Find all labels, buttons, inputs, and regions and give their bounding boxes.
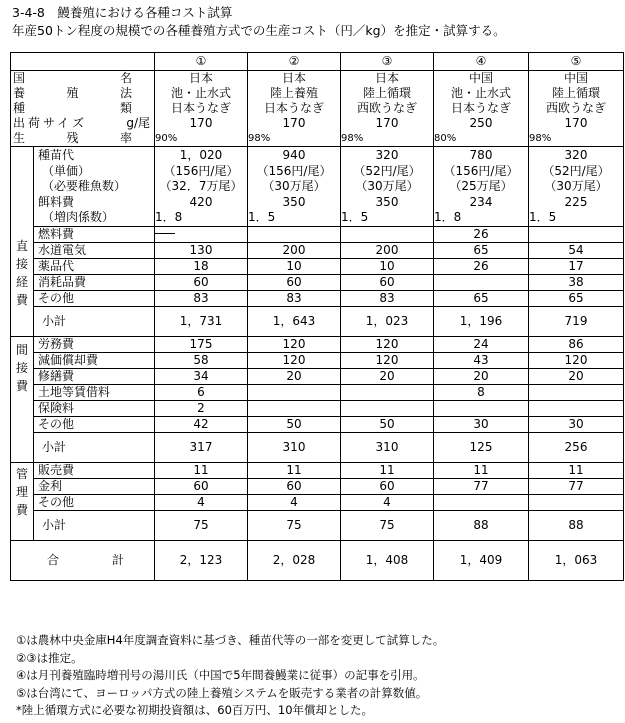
column-number: ④ <box>434 53 529 71</box>
cell <box>529 494 624 510</box>
total-row <box>11 540 624 580</box>
page-subtitle: 年産50トン程度の規模での各種養殖方式での生産コスト（円／kg）を推定・試算する。 <box>12 23 506 38</box>
table-row <box>11 400 624 416</box>
cell <box>341 226 434 242</box>
cell <box>248 384 341 400</box>
subtotal-row <box>11 306 624 336</box>
cell: 陸上循環 <box>341 86 434 101</box>
cell: 20 <box>341 368 434 384</box>
cell: 30 <box>529 416 624 432</box>
table-row <box>11 384 624 400</box>
cell: 120 <box>341 352 434 368</box>
cell: 98% <box>248 131 341 147</box>
cell: 317 <box>155 432 248 462</box>
cell: 88 <box>529 510 624 540</box>
table-row <box>11 290 624 306</box>
row-label: 減価償却費 <box>34 352 155 368</box>
seed-cell-4: 780 （156円/尾） （25万尾） 234 1．8 <box>434 147 529 227</box>
row-label: 薬品代 <box>34 258 155 274</box>
cell: 75 <box>341 510 434 540</box>
cell: 86 <box>529 336 624 352</box>
cell: 83 <box>248 290 341 306</box>
cell: 陸上養殖 <box>248 86 341 101</box>
cell: 250 <box>434 116 529 131</box>
cell: 8 <box>434 384 529 400</box>
cell: 11 <box>341 462 434 478</box>
table-row <box>11 226 624 242</box>
cell: 80% <box>434 131 529 147</box>
cell: 43 <box>434 352 529 368</box>
cell: 256 <box>529 432 624 462</box>
cell: 34 <box>155 368 248 384</box>
group-label-direct: 直 接 経 費 <box>11 147 34 337</box>
cell: 10 <box>341 258 434 274</box>
footnotes <box>16 632 444 720</box>
cell: 11 <box>434 462 529 478</box>
group-label-admin: 管 理 費 <box>11 462 34 540</box>
seed-cell-5: 320 （52円/尾） （30万尾） 225 1．5 <box>529 147 624 227</box>
column-number: ① <box>155 53 248 71</box>
bracket-mark <box>155 233 175 234</box>
seed-cell-1: 1，020 （156円/尾） （32．7万尾） 420 1．8 <box>155 147 248 227</box>
cell: 西欧うなぎ <box>341 101 434 116</box>
cell: 50 <box>341 416 434 432</box>
column-number-row <box>11 53 624 71</box>
cell: 2 <box>155 400 248 416</box>
header-row-method <box>11 86 624 101</box>
cell <box>529 400 624 416</box>
row-label-survival: 生 残 率 <box>11 131 155 147</box>
cell: 310 <box>341 432 434 462</box>
row-label: 修繕費 <box>34 368 155 384</box>
row-label-subtotal: 小計 <box>34 432 155 462</box>
cell: 10 <box>248 258 341 274</box>
cell <box>434 400 529 416</box>
cell: 4 <box>341 494 434 510</box>
cell: 池・止水式 <box>434 86 529 101</box>
cell <box>529 384 624 400</box>
cell: 60 <box>155 274 248 290</box>
column-number: ② <box>248 53 341 71</box>
group-label-indirect: 間 接 費 <box>11 336 34 462</box>
table-row <box>11 368 624 384</box>
row-label: その他 <box>34 416 155 432</box>
row-label: 水道電気 <box>34 242 155 258</box>
cell: 2，028 <box>248 540 341 580</box>
cell: 60 <box>248 274 341 290</box>
cell: 98% <box>529 131 624 147</box>
cell: 1，023 <box>341 306 434 336</box>
table-row <box>11 478 624 494</box>
cell: 11 <box>248 462 341 478</box>
cell: 1，731 <box>155 306 248 336</box>
cell: 24 <box>434 336 529 352</box>
cell: 170 <box>155 116 248 131</box>
cell: 50 <box>248 416 341 432</box>
footnote: ②③は推定。 <box>16 650 83 665</box>
table-row <box>11 242 624 258</box>
cell: 65 <box>434 290 529 306</box>
cell: 170 <box>341 116 434 131</box>
row-label: その他 <box>34 290 155 306</box>
cell: 18 <box>155 258 248 274</box>
column-number: ⑤ <box>529 53 624 71</box>
row-label-method: 養 殖 法 <box>11 86 155 101</box>
cell <box>155 226 248 242</box>
cell: 日本 <box>248 71 341 87</box>
row-label: 金利 <box>34 478 155 494</box>
column-number: ③ <box>341 53 434 71</box>
cell: 170 <box>248 116 341 131</box>
page-title: 3-4-8 鰻養殖における各種コスト試算 <box>12 5 233 20</box>
cell: 日本 <box>341 71 434 87</box>
cell <box>248 226 341 242</box>
cell: 20 <box>434 368 529 384</box>
cell: 2，123 <box>155 540 248 580</box>
row-label: 保険料 <box>34 400 155 416</box>
cell: 58 <box>155 352 248 368</box>
survival-row <box>11 131 624 147</box>
cell: 120 <box>248 352 341 368</box>
row-label: その他 <box>34 494 155 510</box>
row-label: 販売費 <box>34 462 155 478</box>
cell: 4 <box>155 494 248 510</box>
cell: 75 <box>155 510 248 540</box>
table-row <box>11 258 624 274</box>
cell: 719 <box>529 306 624 336</box>
cell: 6 <box>155 384 248 400</box>
cell <box>434 274 529 290</box>
cell: 日本 <box>155 71 248 87</box>
cell: 200 <box>341 242 434 258</box>
row-label: 消耗品費 <box>34 274 155 290</box>
cell <box>341 400 434 416</box>
cell: 1，408 <box>341 540 434 580</box>
cell: 60 <box>341 274 434 290</box>
cell: 日本うなぎ <box>248 101 341 116</box>
seed-cell-3: 320 （52円/尾） （30万尾） 350 1．5 <box>341 147 434 227</box>
footnote: ④は月刊養殖臨時増刊号の湯川氏（中国で5年間養鰻業に従事）の記事を引用。 <box>16 668 425 682</box>
cell: 54 <box>529 242 624 258</box>
header-row-species <box>11 101 624 116</box>
cell: 175 <box>155 336 248 352</box>
cell: 日本うなぎ <box>155 101 248 116</box>
cell: 88 <box>434 510 529 540</box>
cell: 310 <box>248 432 341 462</box>
row-label-country: 国 名 <box>11 71 155 87</box>
cell: 1，409 <box>434 540 529 580</box>
cell: 17 <box>529 258 624 274</box>
cell: 20 <box>248 368 341 384</box>
cell: 陸上循環 <box>529 86 624 101</box>
seed-cell-2: 940 （156円/尾） （30万尾） 350 1．5 <box>248 147 341 227</box>
cell: 98% <box>341 131 434 147</box>
cell: 90% <box>155 131 248 147</box>
cell: 60 <box>341 478 434 494</box>
table-row <box>11 416 624 432</box>
cell: 26 <box>434 258 529 274</box>
cell: 120 <box>529 352 624 368</box>
cell: 60 <box>248 478 341 494</box>
cell: 池・止水式 <box>155 86 248 101</box>
cell: 75 <box>248 510 341 540</box>
header-row-size <box>11 116 624 131</box>
row-label: 土地等賃借料 <box>34 384 155 400</box>
cell: 77 <box>434 478 529 494</box>
cell: 170 <box>529 116 624 131</box>
cell: 60 <box>155 478 248 494</box>
table-row <box>11 336 624 352</box>
cell: 200 <box>248 242 341 258</box>
cell: 130 <box>155 242 248 258</box>
cell: 120 <box>341 336 434 352</box>
cost-table <box>10 52 624 581</box>
header-row-country <box>11 71 624 87</box>
cell: 11 <box>155 462 248 478</box>
cell: 西欧うなぎ <box>529 101 624 116</box>
cell: 1，063 <box>529 540 624 580</box>
cell: 中国 <box>434 71 529 87</box>
row-label-species: 種 類 <box>11 101 155 116</box>
direct-seed-block <box>11 147 624 227</box>
row-label-total: 合 計 <box>11 540 155 580</box>
row-label-size: 出荷サイズ g/尾 <box>11 116 155 131</box>
cell <box>341 384 434 400</box>
cell: 42 <box>155 416 248 432</box>
cell: 日本うなぎ <box>434 101 529 116</box>
cell: 38 <box>529 274 624 290</box>
table-row <box>11 274 624 290</box>
subtotal-row <box>11 510 624 540</box>
cell <box>248 400 341 416</box>
cell: 26 <box>434 226 529 242</box>
seed-labels: 種苗代 （単価） （必要稚魚数） 餌料費 （増肉係数） <box>34 147 155 227</box>
cell: 20 <box>529 368 624 384</box>
cell: 11 <box>529 462 624 478</box>
cell: 65 <box>529 290 624 306</box>
cell: 125 <box>434 432 529 462</box>
cell: 120 <box>248 336 341 352</box>
footnote: *陸上循環方式に必要な初期投資額は、60百万円、10年償却とした。 <box>16 703 374 717</box>
cell <box>434 494 529 510</box>
row-label-subtotal: 小計 <box>34 510 155 540</box>
row-label: 燃料費 <box>34 226 155 242</box>
cell: 1，196 <box>434 306 529 336</box>
footnote: ①は農林中央金庫H4年度調査資料に基づき、種苗代等の一部を変更して試算した。 <box>16 633 445 647</box>
table-row <box>11 494 624 510</box>
row-label: 労務費 <box>34 336 155 352</box>
subtotal-row <box>11 432 624 462</box>
row-label-subtotal: 小計 <box>34 306 155 336</box>
cell: 77 <box>529 478 624 494</box>
cell: 中国 <box>529 71 624 87</box>
cell: 30 <box>434 416 529 432</box>
cell <box>529 226 624 242</box>
table-row <box>11 462 624 478</box>
cell: 1，643 <box>248 306 341 336</box>
cell: 83 <box>155 290 248 306</box>
table-row <box>11 352 624 368</box>
cell: 83 <box>341 290 434 306</box>
footnote: ⑤は台湾にて、ヨーロッパ方式の陸上養殖システムを販売する業者の計算数値。 <box>16 685 428 700</box>
cell: 65 <box>434 242 529 258</box>
cell: 4 <box>248 494 341 510</box>
